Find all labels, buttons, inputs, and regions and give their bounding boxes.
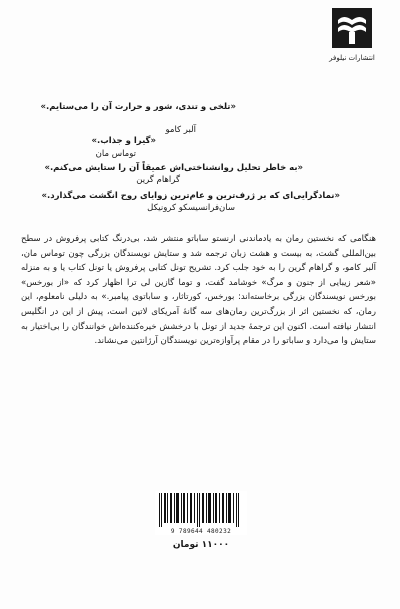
isbn-barcode	[155, 491, 247, 535]
quote-1-author: آلبر کامو	[165, 125, 196, 135]
blurb-paragraph: هنگامی که نخستین رمان به یادماندنی ارنستو ساباتو منتشر شد، بی‌درنگ کتابی پرفروش در سطح بین‌المللی گشت، به بیست و هشت زبان ترجمه شد و ستایش نویسندگان بزرگی چون توماس مان، آلبر کامو، و گراهام گرین را به خود جلب کرد. تشریح تونل کتابی پرفروش یا تونل کتاب یا و به منزله «شعر زیبایی از جنون و مرگ» خوشامد گفت، و توما گازین لی ترا اظهار کرد که «از بورخس» بورخس نویسندگان بزرگی برخاسته‌اند: بورخس، کورتاثار، و ساباتوی پیامبر.» به دلیلی نامعلوم، این رمان، که نخستین اثر از بزرگ‌ترین رمان‌های سه گانهٔ آمریکای لاتین است، پیش از این در انگلیس انتشار نیافته است. اکنون این ترجمهٔ جدید از تونل با درخشش خیره‌کننده‌اش خوانندگان را بی‌اختیار به ستایش وا می‌دارد و ساباتو را در مقام پرآوازه‌ترین نویسندگان آرژانتین می‌نشاند.	[21, 234, 376, 347]
publisher-logo	[322, 8, 382, 62]
quote-3-author: گراهام گرین	[136, 175, 180, 185]
quote-2-author: توماس مان	[95, 149, 136, 159]
quote-2-text: «گیرا و جذاب.»	[91, 136, 156, 146]
quote-1-text: «تلخی و تندی، شور و حرارت آن را می‌ستایم.»	[40, 102, 236, 112]
price-label: ۱۱۰۰۰ تومان	[172, 540, 230, 550]
quote-4-author: سان‌فرانسیسکو کرونیکل	[147, 203, 235, 213]
publisher-emblem-icon	[332, 8, 372, 48]
quote-4-text: «نمادگرایی‌ای که بر ژرف‌ترین و عام‌ترین زوایای روح انگشت می‌گذارد.»	[41, 191, 340, 201]
quote-3-text: «به خاطر تحلیل روانشناختی‌اش عمیقاً آن را ستایش می‌کنم.»	[44, 163, 303, 173]
isbn-number: 9 789644 480232	[170, 528, 232, 535]
barcode-bars-icon	[155, 491, 247, 527]
publisher-name: انتشارات نیلوفر	[329, 54, 375, 62]
